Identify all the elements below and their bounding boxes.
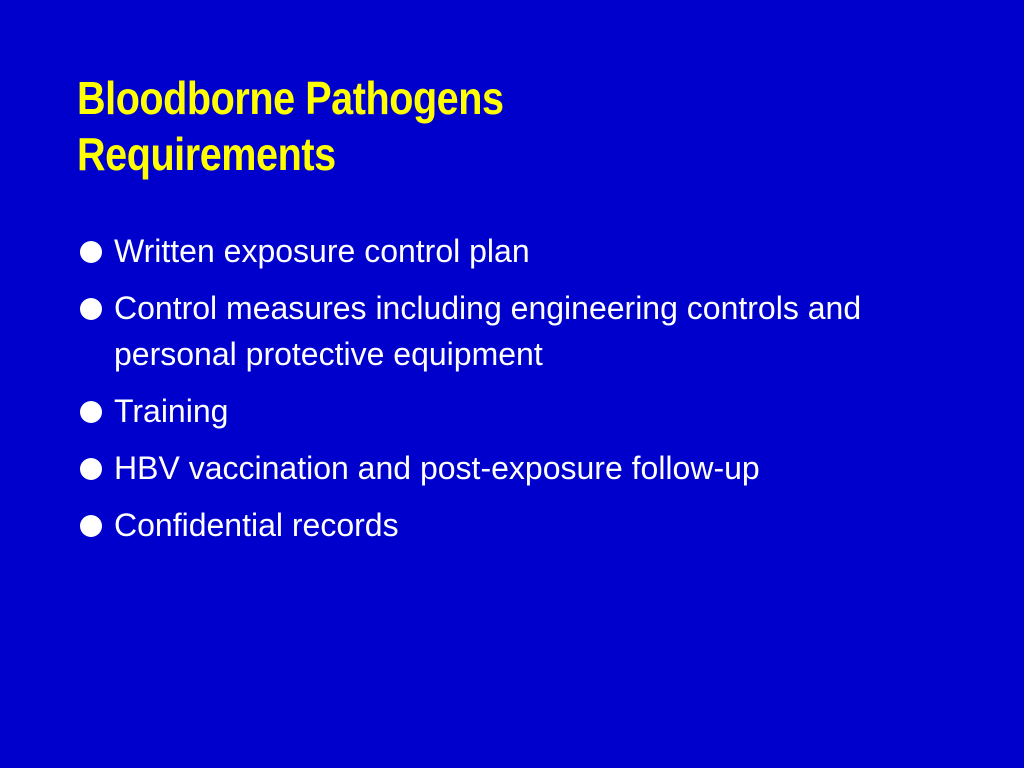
bullet-item-written-plan: [78, 228, 958, 274]
title-line-1: Bloodborne Pathogens: [77, 72, 504, 124]
bullet-item-confidential-records: [78, 502, 958, 548]
bullet-dot-icon: [80, 401, 102, 423]
bullet-item-training: [78, 388, 958, 434]
bullet-text: Training: [114, 393, 229, 429]
slide-title: [77, 70, 834, 182]
bullet-item-control-measures: [78, 285, 958, 377]
bullet-text: HBV vaccination and post-exposure follow-up: [114, 450, 760, 486]
bullet-text: Confidential records: [114, 507, 399, 543]
bullet-item-hbv-vaccination: [78, 445, 958, 491]
title-line-2: Requirements: [77, 128, 336, 181]
bullet-dot-icon: [80, 298, 102, 320]
bullet-dot-icon: [80, 515, 102, 537]
bullet-list: [78, 228, 958, 559]
bullet-text: Written exposure control plan: [114, 233, 530, 269]
bullet-text: Control measures including engineering controls and personal protective equipment: [114, 290, 862, 372]
bullet-dot-icon: [80, 241, 102, 263]
bullet-dot-icon: [80, 458, 102, 480]
